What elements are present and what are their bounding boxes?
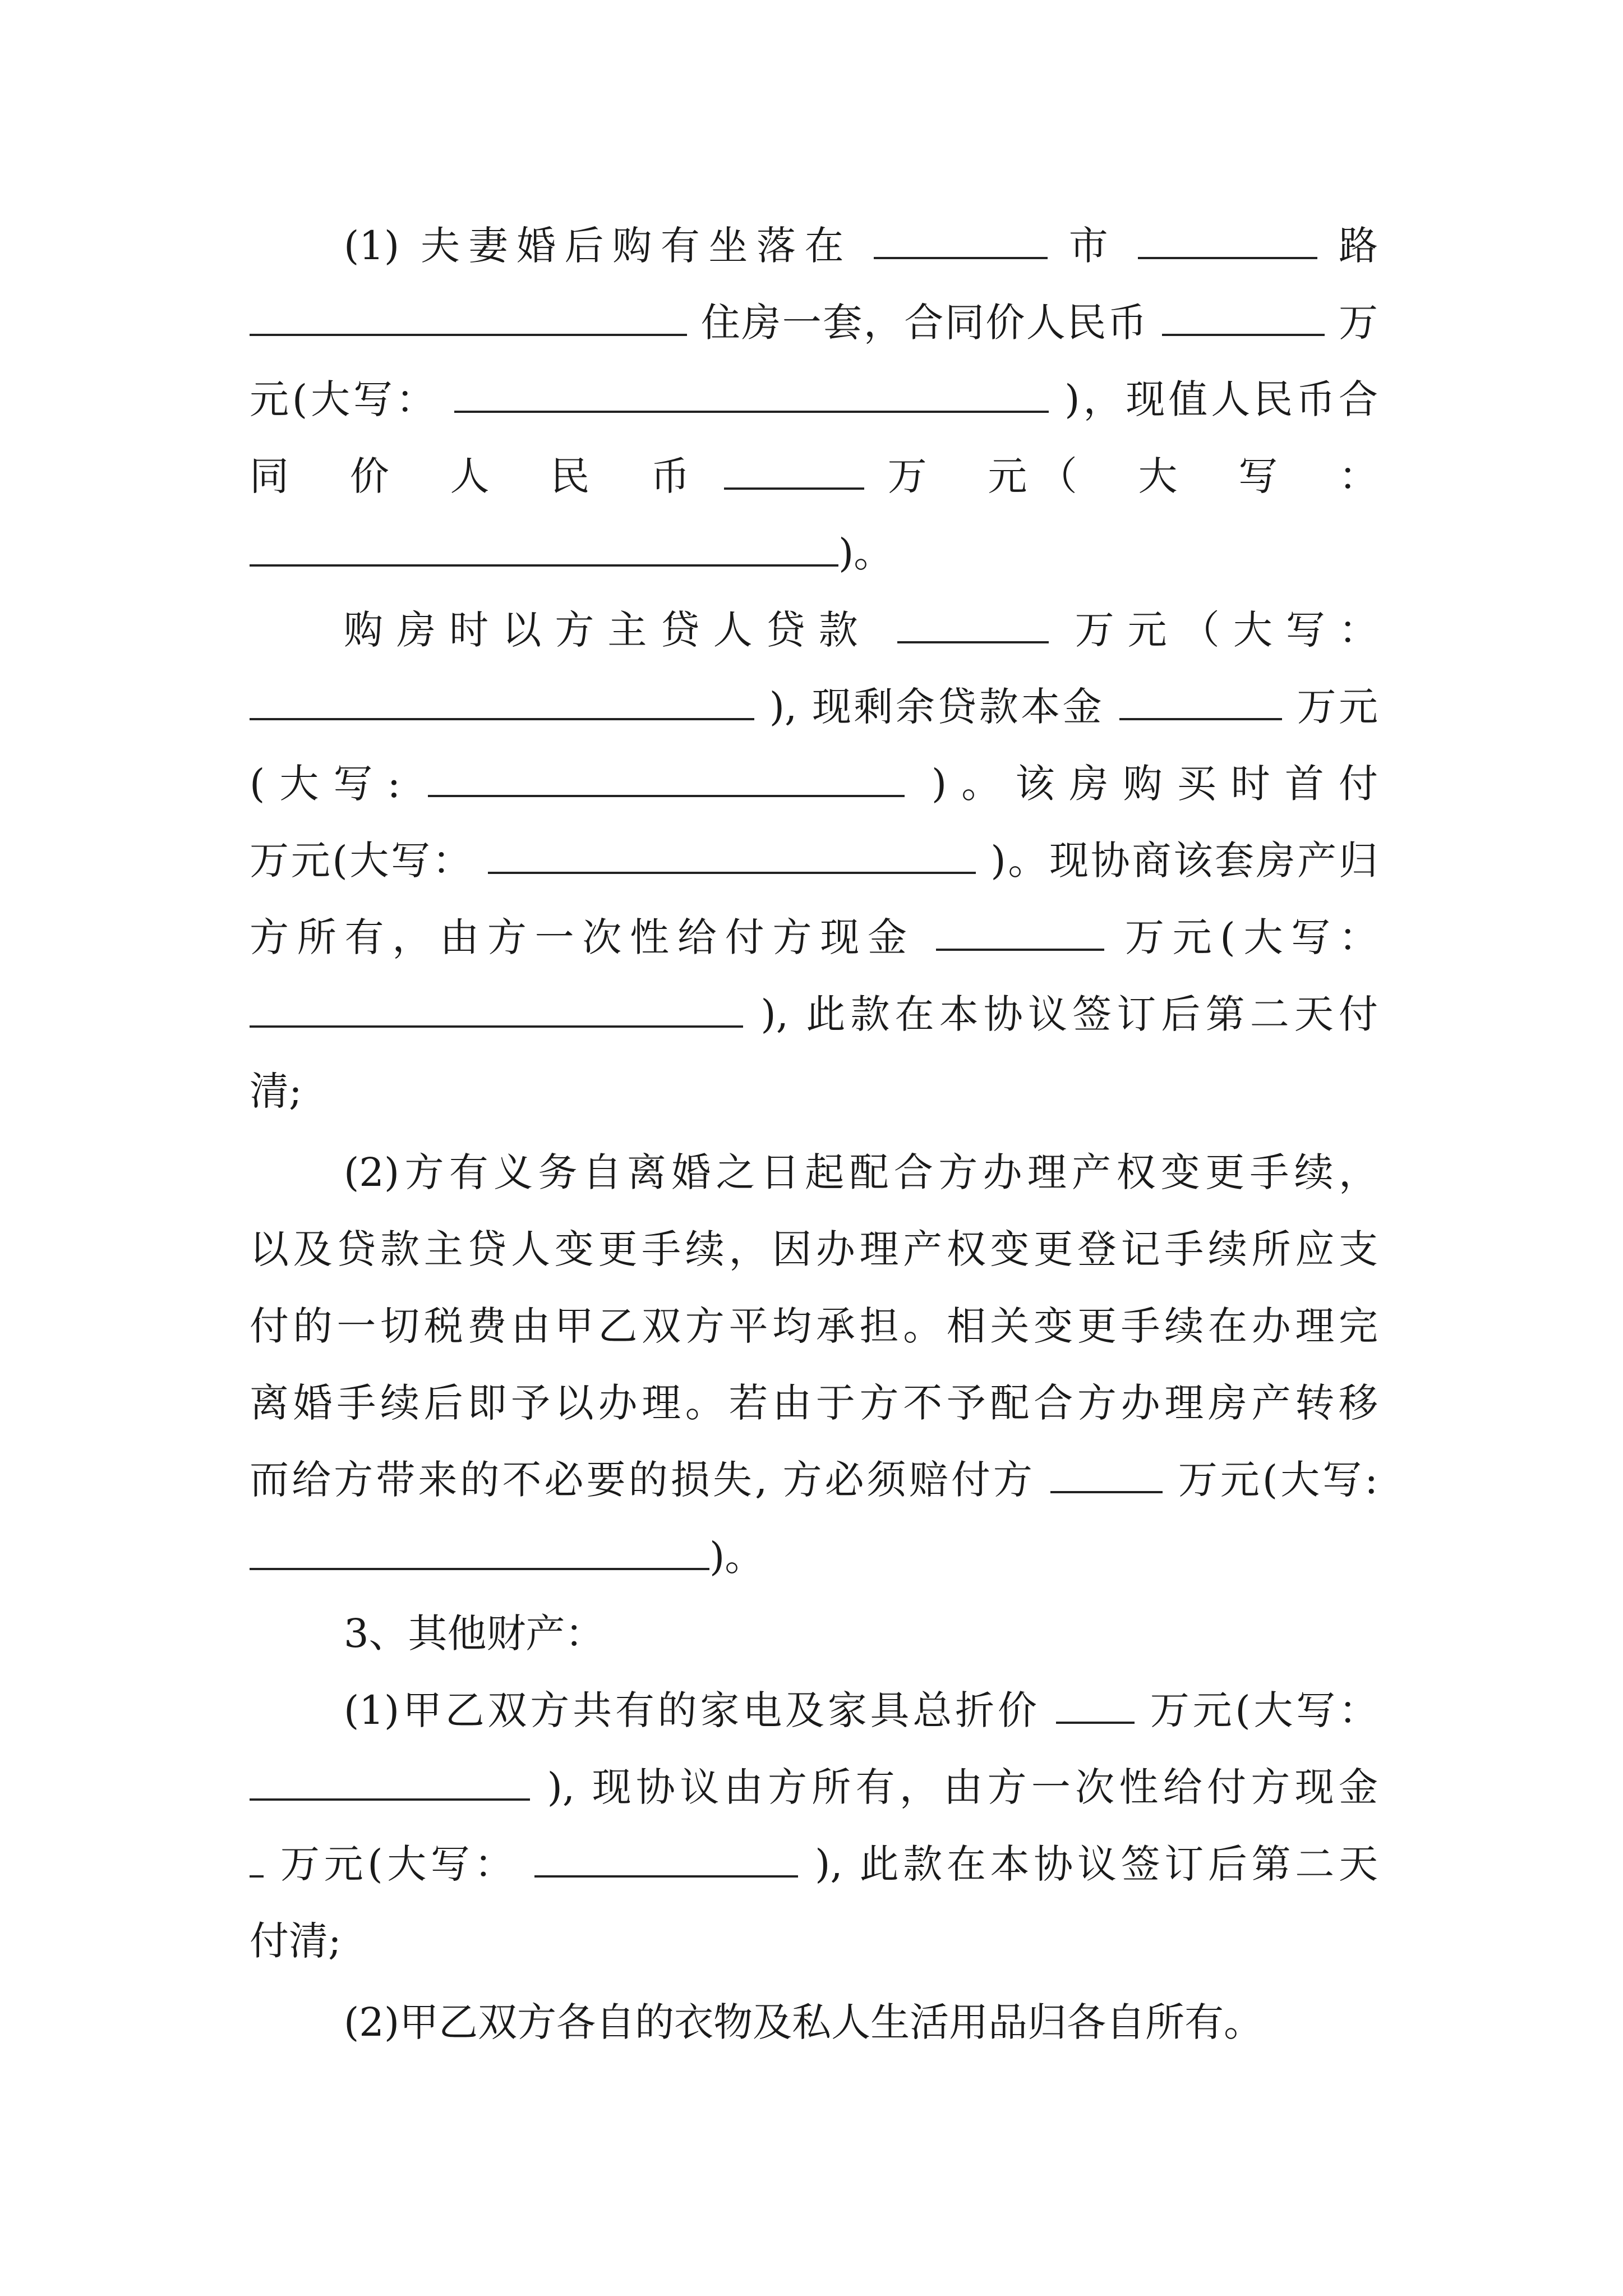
- text-line: [250, 1984, 1378, 2061]
- text-fragment: 住房一套，合同价人民币: [700, 300, 1149, 346]
- text-fragment: 清;: [250, 1068, 302, 1114]
- text-line: [250, 515, 1378, 592]
- text-fragment: )。该房购买时首付: [931, 761, 1378, 807]
- text-fragment: ), 此款在本协议签订后第二天付: [760, 991, 1378, 1037]
- text-fragment: 万元(大写:: [1178, 1457, 1378, 1503]
- fill-in-blank: [897, 608, 1049, 643]
- fill-in-blank: [250, 684, 754, 720]
- fill-in-blank: [250, 1842, 264, 1878]
- text-fragment: 万元(大写：: [250, 838, 474, 884]
- text-fragment: 离婚手续后即予以办理。若由于方不予配合方办理房产转移: [250, 1380, 1378, 1426]
- text-line: [250, 746, 1378, 822]
- text-line: [250, 669, 1378, 746]
- text-fragment: ), 此款在本协议签订后第二天: [815, 1841, 1378, 1887]
- text-line: [250, 1134, 1378, 1211]
- text-fragment: 万元(大写：: [1150, 1687, 1378, 1733]
- text-line: [250, 899, 1378, 976]
- text-fragment: )，现值人民币合: [1064, 376, 1378, 422]
- text-line: [250, 1365, 1378, 1442]
- text-fragment: )。: [838, 530, 893, 576]
- text-fragment: 万元(大写：: [1124, 914, 1378, 960]
- text-fragment: 购房时以方主贷人贷款: [344, 607, 872, 653]
- fill-in-blank: [1162, 300, 1325, 336]
- fill-in-blank: [724, 454, 864, 490]
- text-line: [250, 284, 1378, 361]
- fill-in-blank: [250, 531, 838, 567]
- fill-in-blank: [428, 761, 905, 797]
- fill-in-blank: [250, 1765, 530, 1801]
- fill-in-blank: [250, 300, 687, 336]
- text-fragment: 而给方带来的不必要的损失, 方必须赔付方: [250, 1457, 1035, 1503]
- fill-in-blank: [1050, 1457, 1163, 1493]
- text-fragment: 同 价 人 民 币: [250, 453, 701, 499]
- text-line: [250, 976, 1378, 1053]
- text-line: [250, 822, 1378, 899]
- text-fragment: 路: [1338, 223, 1378, 269]
- text-fragment: ), 现协议由方所有，由方一次性给付方现金: [547, 1764, 1378, 1810]
- text-line: [250, 438, 1378, 515]
- text-fragment: 万元(大写：: [280, 1841, 518, 1887]
- text-line: [250, 1672, 1378, 1749]
- fill-in-blank: [250, 1534, 709, 1570]
- text-line: [250, 592, 1378, 669]
- text-fragment: )。: [709, 1534, 764, 1580]
- text-fragment: 3、其他财产：: [344, 1611, 605, 1657]
- text-line: [250, 1519, 1378, 1595]
- text-line: [250, 1826, 1378, 1903]
- text-fragment: 付的一切税费由甲乙双方平均承担。相关变更手续在办理完: [250, 1303, 1378, 1349]
- text-line: [250, 1053, 1378, 1130]
- document-page: [250, 208, 1378, 2061]
- fill-in-blank: [1056, 1688, 1135, 1724]
- text-fragment: 万元: [1297, 684, 1378, 730]
- fill-in-blank: [936, 915, 1104, 951]
- text-fragment: 万 元（ 大 写 ：: [887, 453, 1378, 499]
- fill-in-blank: [454, 377, 1049, 413]
- text-fragment: 万: [1338, 300, 1378, 346]
- text-fragment: 方所有，由方一次性给付方现金: [250, 914, 915, 960]
- text-line: [250, 1442, 1378, 1519]
- fill-in-blank: [1138, 223, 1317, 259]
- fill-in-blank: [1119, 684, 1282, 720]
- text-line: [250, 208, 1378, 284]
- text-line: [250, 1211, 1378, 1288]
- text-fragment: (1)甲乙双方共有的家电及家具总折价: [344, 1687, 1040, 1733]
- fill-in-blank: [534, 1842, 798, 1878]
- text-fragment: ), 现剩余贷款本金: [769, 684, 1105, 730]
- text-line: [250, 1749, 1378, 1826]
- fill-in-blank: [488, 838, 976, 874]
- section-heading: [250, 1595, 1378, 1672]
- text-fragment: 元(大写：: [250, 376, 439, 422]
- text-fragment: )。现协商该套房产归: [990, 838, 1378, 884]
- text-fragment: 付清;: [250, 1918, 342, 1964]
- text-fragment: 万元（大写：: [1075, 607, 1378, 653]
- fill-in-blank: [250, 992, 743, 1028]
- text-line: [250, 361, 1378, 438]
- text-line: [250, 1288, 1378, 1365]
- text-fragment: 市: [1068, 223, 1117, 269]
- text-line: [250, 1903, 1378, 1980]
- text-fragment: (1) 夫妻婚后购有坐落在: [344, 223, 853, 269]
- fill-in-blank: [874, 223, 1048, 259]
- text-fragment: (2)甲乙双方各自的衣物及私人生活用品归各自所有。: [344, 1999, 1264, 2045]
- text-fragment: (2)方有义务自离婚之日起配合方办理产权变更手续，: [344, 1149, 1378, 1195]
- text-fragment: (大写:: [250, 761, 401, 807]
- text-fragment: 以及贷款主贷人变更手续，因办理产权变更登记手续所应支: [250, 1226, 1378, 1272]
